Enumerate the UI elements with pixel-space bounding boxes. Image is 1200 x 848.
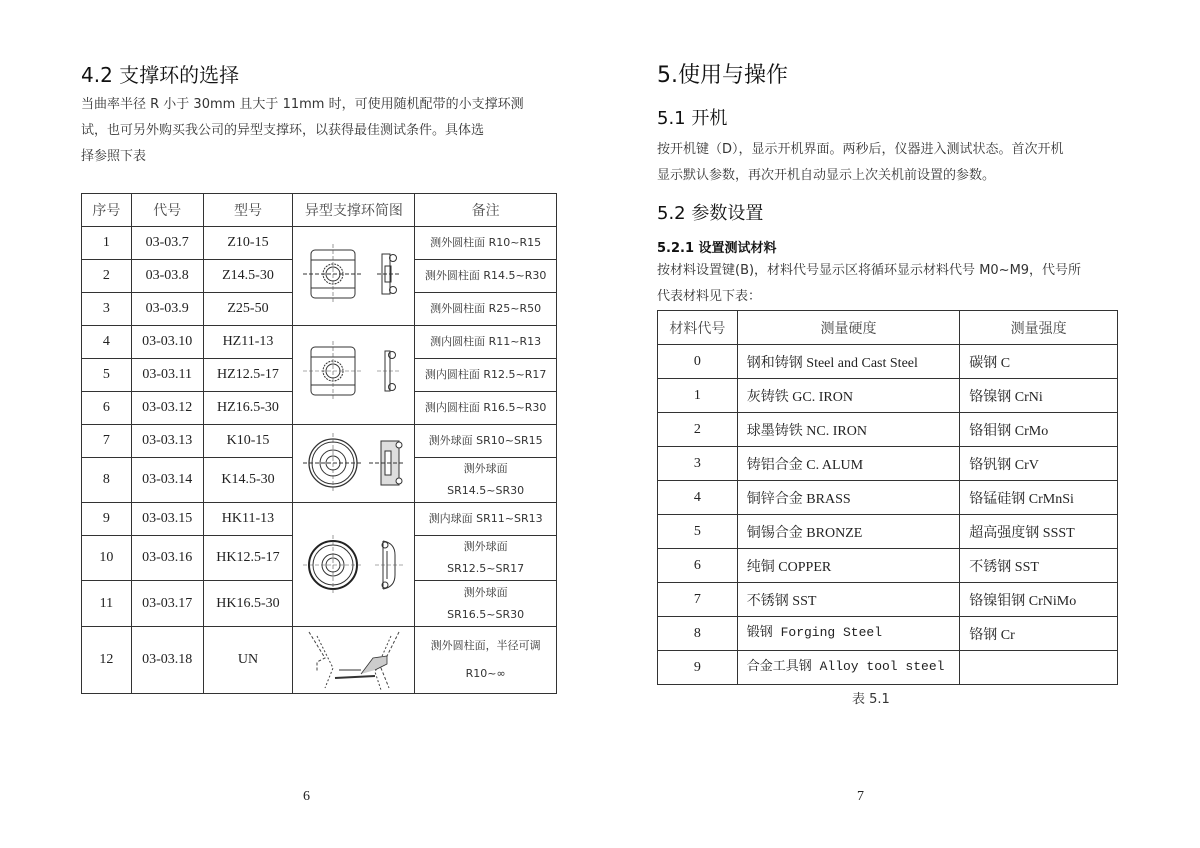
cell-code: 5 [658,515,738,549]
cell-note [415,581,557,627]
table-row [658,515,1118,549]
note-line: 测外球面 [463,540,508,553]
cell-code: 0 [658,345,738,379]
cell-no: 1 [82,227,132,260]
table-row [658,549,1118,583]
table-row [82,326,557,359]
cell-code: 03-03.16 [131,536,203,581]
cell-code: 03-03.18 [131,627,203,694]
cell-strength: 铬钒钢 CrV [960,447,1118,481]
cell-model: HZ11-13 [203,326,293,359]
cell-code: 03-03.14 [131,458,203,503]
cell-code: 03-03.7 [131,227,203,260]
intro-line: 试，也可另外购买我公司的异型支撑环，以获得最佳测试条件。具体选 [81,123,485,138]
cell-strength: 碳钢 C [960,345,1118,379]
cell-hardness: 合金工具钢 Alloy tool steel [737,651,960,685]
note-line: 测外圆柱面 R25~R50 [430,302,542,315]
cell-code: 03-03.9 [131,293,203,326]
page-number-left: 6 [303,789,310,804]
cell-no: 11 [82,581,132,627]
cell-model: HZ16.5-30 [203,392,293,425]
cell-code: 03-03.12 [131,392,203,425]
cell-note [415,503,557,536]
cell-no: 6 [82,392,132,425]
cell-model: UN [203,627,293,694]
cell-strength: 超高强度钢 SSST [960,515,1118,549]
cell-model: Z14.5-30 [203,260,293,293]
header-code: 代号 [131,194,203,227]
section-5-2-1-paragraph [657,258,1127,310]
cell-no: 3 [82,293,132,326]
cell-no: 4 [82,326,132,359]
note-line: 测内球面 SR11~SR13 [428,512,543,525]
cell-strength: 铬锰硅钢 CrMnSi [960,481,1118,515]
table-row [658,651,1118,685]
note-line: R10~∞ [465,667,506,680]
section-title-4-2: 4.2 支撑环的选择 [81,63,240,87]
diagram-cell [293,425,415,503]
cell-hardness: 不锈钢 SST [737,583,960,617]
cell-code: 6 [658,549,738,583]
note-line: 测外球面 [463,585,508,599]
cell-model: HK12.5-17 [203,536,293,581]
cell-code: 1 [658,379,738,413]
note-line: SR16.5~SR30 [447,607,525,621]
note-line: 测内圆柱面 R11~R13 [430,335,542,348]
table-row [82,503,557,536]
cell-hardness: 球墨铸铁 NC. IRON [737,413,960,447]
outer-sphere-ring-diagram-icon [299,427,409,501]
cell-hardness: 灰铸铁 GC. IRON [737,379,960,413]
adjustable-ring-diagram-icon [295,628,413,692]
section-title-5-1: 5.1 开机 [657,108,728,129]
header-no: 序号 [82,194,132,227]
cell-no: 9 [82,503,132,536]
header-hardness: 测量硬度 [737,311,960,345]
diagram-cell [293,326,415,425]
note-line: 测外球面 [463,462,508,475]
cell-no: 5 [82,359,132,392]
cell-code: 03-03.8 [131,260,203,293]
section-5-1-paragraph [657,137,1127,189]
cell-hardness: 钢和铸钢 Steel and Cast Steel [737,345,960,379]
cell-model: HZ12.5-17 [203,359,293,392]
cell-note [415,425,557,458]
cell-model: HK11-13 [203,503,293,536]
paragraph-line: 显示默认参数，再次开机自动显示上次关机前设置的参数。 [657,168,996,183]
cell-note [415,227,557,260]
note-line: SR14.5~SR30 [447,484,525,497]
table-row [82,425,557,458]
header-model: 型号 [203,194,293,227]
cell-strength: 不锈钢 SST [960,549,1118,583]
cell-model: Z25-50 [203,293,293,326]
cell-no: 8 [82,458,132,503]
cell-note [415,326,557,359]
table-caption: 表 5.1 [852,692,890,707]
intro-line: 当曲率半径 R 小于 30mm 且大于 11mm 时，可使用随机配带的小支撑环测 [81,97,524,112]
cell-note [415,359,557,392]
cell-strength: 铬钼钢 CrMo [960,413,1118,447]
diagram-cell [293,503,415,627]
table-row [658,379,1118,413]
note-line: SR12.5~SR17 [447,562,525,575]
cell-note [415,293,557,326]
inner-cylinder-ring-diagram-icon [299,335,409,415]
section-title-5-2: 5.2 参数设置 [657,203,764,224]
chapter-title-5: 5.使用与操作 [657,63,788,88]
cell-no: 12 [82,627,132,694]
inner-sphere-ring-diagram-icon [299,525,409,605]
paragraph-line: 按开机键（D），显示开机界面。两秒后，仪器进入测试状态。首次开机 [657,142,1064,157]
outer-cylinder-ring-diagram-icon [299,236,409,316]
intro-paragraph [81,92,561,170]
cell-note [415,627,557,694]
cell-code: 8 [658,617,738,651]
cell-note [415,536,557,581]
diagram-cell [293,627,415,694]
cell-code: 2 [658,413,738,447]
table-row [82,227,557,260]
cell-code: 03-03.15 [131,503,203,536]
cell-hardness: 纯铜 COPPER [737,549,960,583]
cell-code: 03-03.10 [131,326,203,359]
table-row [658,583,1118,617]
note-line: 测内圆柱面 R16.5~R30 [424,401,547,414]
cell-no: 7 [82,425,132,458]
cell-hardness: 铸铝合金 C. ALUM [737,447,960,481]
table-row [658,617,1118,651]
page-number-right: 7 [857,789,864,804]
cell-code: 7 [658,583,738,617]
cell-model: HK16.5-30 [203,581,293,627]
cell-hardness: 锻钢 Forging Steel [737,617,960,651]
cell-strength: 铬钢 Cr [960,617,1118,651]
cell-model: K10-15 [203,425,293,458]
cell-strength [960,651,1118,685]
paragraph-line: 按材料设置键(B)，材料代号显示区将循环显示材料代号 M0~M9，代号所 [657,263,1082,278]
header-diagram: 异型支撑环简图 [293,194,415,227]
cell-note [415,458,557,503]
cell-code: 3 [658,447,738,481]
support-ring-table [81,193,557,694]
table-row [658,447,1118,481]
header-note: 备注 [415,194,557,227]
cell-model: Z10-15 [203,227,293,260]
cell-strength: 铬镍钼钢 CrNiMo [960,583,1118,617]
cell-no: 2 [82,260,132,293]
cell-code: 4 [658,481,738,515]
table-row [658,413,1118,447]
cell-model: K14.5-30 [203,458,293,503]
header-strength: 测量强度 [960,311,1118,345]
table-row [658,481,1118,515]
table-row [82,627,557,694]
paragraph-line: 代表材料见下表： [657,289,762,304]
table-header-row [658,311,1118,345]
header-material-code: 材料代号 [658,311,738,345]
cell-code: 03-03.13 [131,425,203,458]
cell-code: 9 [658,651,738,685]
note-line: 测外圆柱面 R10~R15 [430,236,542,249]
note-line: 测外圆柱面 R14.5~R30 [424,269,547,282]
diagram-cell [293,227,415,326]
table-header-row [82,194,557,227]
cell-code: 03-03.17 [131,581,203,627]
cell-no: 10 [82,536,132,581]
note-line: 测外球面 SR10~SR15 [428,434,543,447]
cell-strength: 铬镍钢 CrNi [960,379,1118,413]
note-line: 测外圆柱面，半径可调 [430,639,541,652]
intro-line: 择参照下表 [81,149,147,164]
material-table [657,310,1118,685]
cell-note [415,260,557,293]
cell-hardness: 铜锡合金 BRONZE [737,515,960,549]
cell-code: 03-03.11 [131,359,203,392]
table-row [658,345,1118,379]
section-title-5-2-1: 5.2.1 设置测试材料 [657,241,777,256]
cell-hardness: 铜锌合金 BRASS [737,481,960,515]
cell-note [415,392,557,425]
note-line: 测内圆柱面 R12.5~R17 [424,368,547,381]
